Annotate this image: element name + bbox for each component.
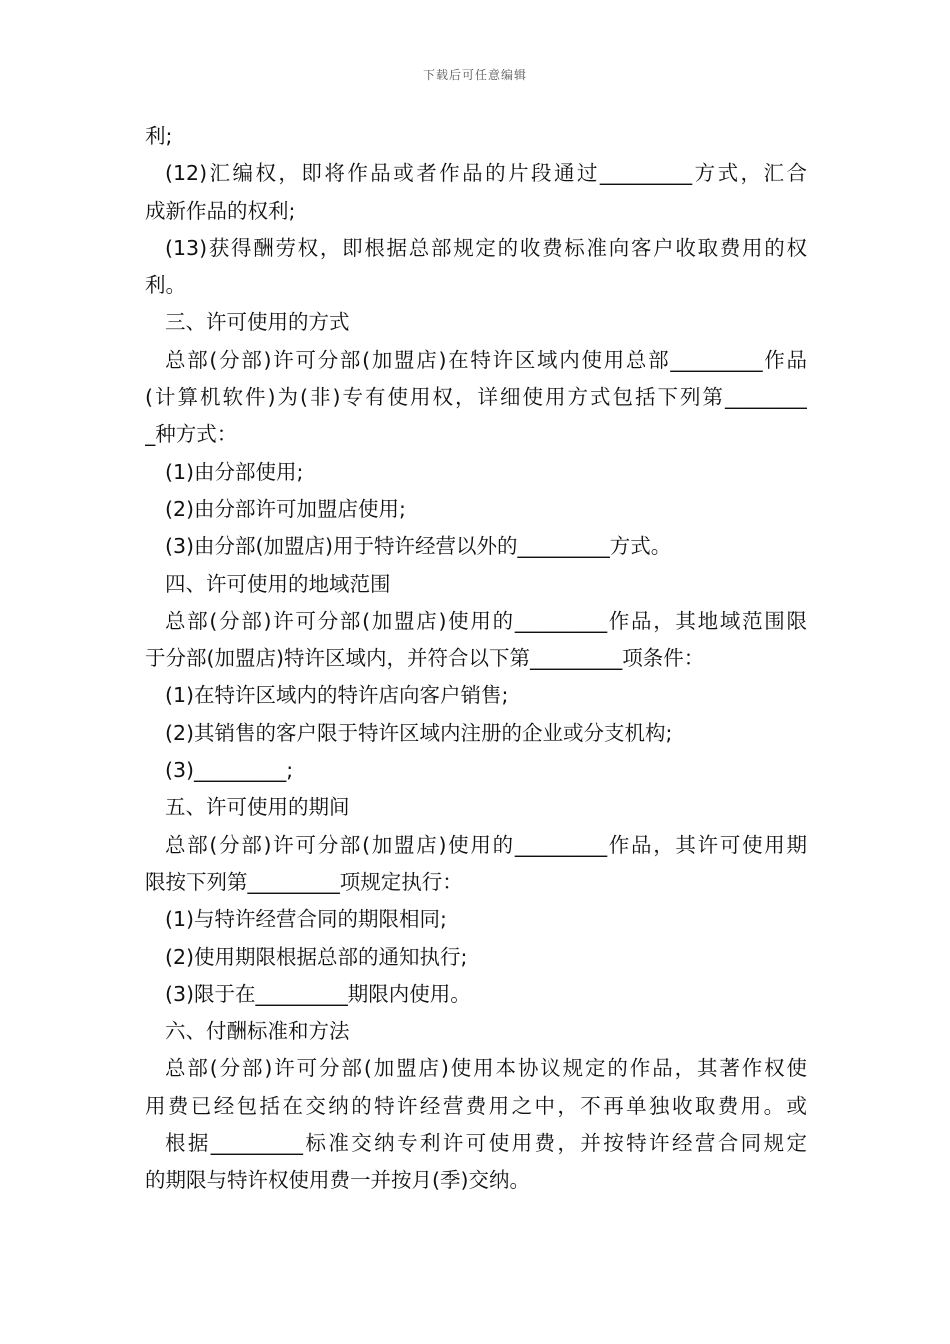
- list-item: (3)由分部(加盟店)用于特许经营以外的_________方式。: [165, 534, 672, 559]
- text-line: 总部(分部)许可分部(加盟店)使用的_________作品，其地域范围限: [165, 608, 807, 633]
- list-item: (3)_________;: [165, 758, 294, 783]
- text-line: 利。: [145, 273, 186, 298]
- text-line: 总部(分部)许可分部(加盟店)使用本协议规定的作品，其著作权使: [165, 1056, 807, 1081]
- text-line: 限按下列第_________项规定执行：: [145, 869, 463, 894]
- text-line: 利;: [145, 124, 173, 148]
- text-line: (12)汇编权，即将作品或者作品的片段通过_________方式，汇合: [165, 161, 807, 186]
- list-item: (2)由分部许可加盟店使用;: [165, 496, 406, 521]
- list-item: (1)由分部使用;: [165, 459, 304, 484]
- text-line: 根据_________标准交纳专利许可使用费，并按特许经营合同规定: [165, 1131, 807, 1156]
- text-line: 用费已经包括在交纳的特许经营费用之中，不再单独收取费用。或: [145, 1093, 807, 1118]
- text-line: 成新作品的权利;: [145, 198, 296, 223]
- list-item: (1)在特许区域内的特许店向客户销售;: [165, 683, 509, 708]
- section-heading: 四、许可使用的地域范围: [165, 571, 391, 596]
- text-line: (13)获得酬劳权，即根据总部规定的收费标准向客户收取费用的权: [165, 235, 807, 260]
- section-heading: 三、许可使用的方式: [165, 310, 350, 335]
- section-heading: 五、许可使用的期间: [165, 795, 350, 820]
- list-item: (2)使用期限根据总部的通知执行;: [165, 944, 468, 969]
- section-heading: 六、付酬标准和方法: [165, 1019, 350, 1044]
- text-line: 总部(分部)许可分部(加盟店)在特许区域内使用总部_________作品: [165, 347, 807, 372]
- list-item: (2)其销售的客户限于特许区域内注册的企业或分支机构;: [165, 720, 673, 745]
- text-line: 于分部(加盟店)特许区域内，并符合以下第_________项条件：: [145, 646, 705, 671]
- text-line: (计算机软件)为(非)专有使用权，详细使用方式包括下列第________: [145, 385, 807, 410]
- page-header: 下载后可任意编辑: [422, 68, 527, 82]
- text-line: _种方式：: [145, 422, 238, 447]
- text-line: 的期限与特许权使用费一并按月(季)交纳。: [145, 1168, 530, 1193]
- text-line: 总部(分部)许可分部(加盟店)使用的_________作品，其许可使用期: [165, 832, 807, 857]
- document-body: [145, 118, 807, 1200]
- list-item: (3)限于在_________期限内使用。: [165, 981, 471, 1006]
- list-item: (1)与特许经营合同的期限相同;: [165, 907, 447, 932]
